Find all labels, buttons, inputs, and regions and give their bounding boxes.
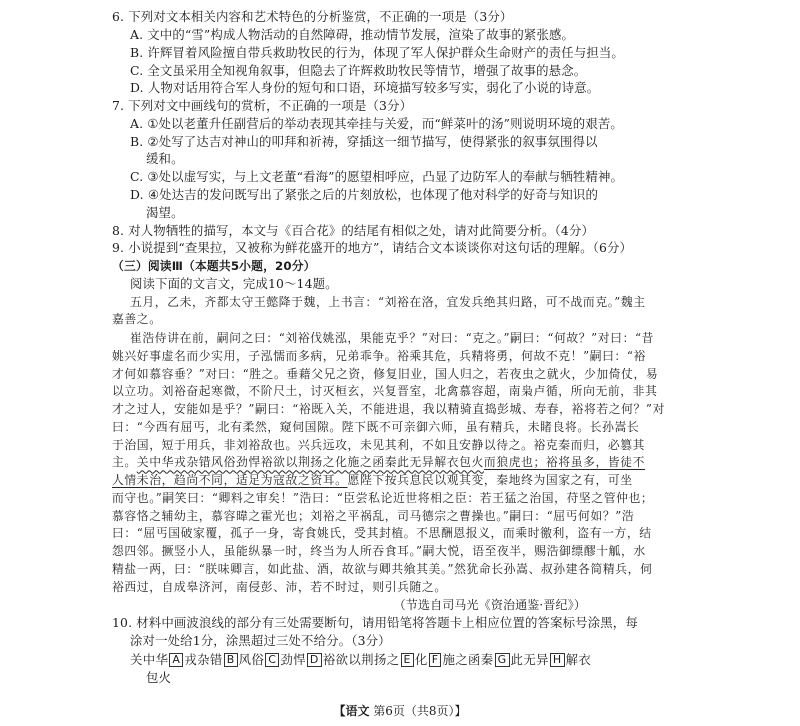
q8-text: 8. 对人物牺牲的描写，本文与《百合花》的结尾有相似之处，请对此简要分析。（4分） bbox=[112, 222, 595, 238]
footer-page: 第6页（共8页）】 bbox=[373, 704, 467, 718]
q7-option-c: C. ③处以虚写实，与上文老董“看海”的愿望相呼应，凸显了边防军人的奉献与牺牲精神。 bbox=[130, 169, 624, 185]
source-citation: （节选自司马光《资治通鉴·晋纪》） bbox=[393, 598, 586, 613]
passage-line-wavy bbox=[112, 454, 645, 470]
q10-segment: 化 bbox=[414, 652, 428, 667]
q6-option-a: A. 文中的“雪”构成人物活动的自然障碍，推动情节发展，渲染了故事的紧张感。 bbox=[130, 27, 575, 43]
answer-label-e[interactable]: E bbox=[401, 653, 414, 667]
q10-options bbox=[130, 652, 591, 668]
answer-label-g[interactable]: G bbox=[495, 653, 510, 667]
page-footer bbox=[0, 703, 800, 719]
q10-segment: 解衣 bbox=[565, 652, 592, 667]
wavy-line-segment: 关中华戎杂错风俗劲悍裕欲以荆扬之化施之函秦此无异解衣包火 bbox=[136, 455, 484, 470]
passage-line: 以立功。刘裕奋起寒微，不阶尺土，讨灭桓玄，兴复晋室，北禽慕容超，南枭卢循，所向无前，非其 bbox=[112, 384, 658, 399]
q6-option-b: B. 许辉冒着风险擅自带兵救助牧民的行为，体现了军人保护群众生命财产的责任与担当。 bbox=[130, 44, 624, 60]
passage-line: 嘉善之。 bbox=[112, 312, 162, 327]
passage-text: 主。 bbox=[112, 455, 137, 470]
answer-label-b[interactable]: B bbox=[224, 653, 238, 667]
q10-segment: 施之函秦 bbox=[442, 652, 494, 667]
answer-label-c[interactable]: C bbox=[265, 653, 279, 667]
q7-option-b-cont: 缓和。 bbox=[146, 151, 184, 167]
passage-line: 曰：“今西有屈丐，北有柔然，窥伺国隙。陛下既不可亲御六师，虽有精兵，未睹良将。长孙嵩长 bbox=[112, 419, 640, 434]
q7-option-b: B. ②处写了达吉对神山的叩拜和祈祷，穿插这一细节描写，使得紧张的叙事氛围得以 bbox=[130, 133, 598, 149]
underlined-sentence: 而狼虎也；裕将虽多，皆徒不 bbox=[483, 455, 646, 470]
answer-label-h[interactable]: H bbox=[550, 653, 565, 667]
q10-segment: 戎杂错 bbox=[184, 652, 223, 667]
passage-line: 才何如慕容垂？”对曰：“胜之。垂藉父兄之资，修复旧业，国人归之，若夜虫之就火，少加倚仗，易 bbox=[112, 366, 659, 381]
section-intro: 阅读下面的文言文，完成10～14题。 bbox=[130, 275, 338, 291]
passage-text: 愿陛下按兵息民以观其变，秦地终为国家之有，可坐 bbox=[347, 473, 633, 488]
q7-stem: 7. 下列对文中画线句的赏析，不正确的一项是（3分） bbox=[112, 98, 413, 114]
q6-stem: 6. 下列对文本相关内容和艺术特色的分析鉴赏，不正确的一项是（3分） bbox=[112, 9, 513, 25]
q6-option-c: C. 全文虽采用全知视角叙事，但隐去了许辉救助牧民等情节，增强了故事的悬念。 bbox=[130, 62, 587, 78]
q10-segment: 裕欲以荆扬之 bbox=[322, 652, 400, 667]
answer-label-a[interactable]: A bbox=[169, 653, 183, 667]
passage-line bbox=[112, 472, 633, 488]
footer-subject: 【语文 bbox=[333, 704, 370, 718]
passage-line: 精盐一两，曰：“朕味卿言，如此盐、酒，故欲与卿共飨其美。”然犹命长孙嵩、叔孙建各简精兵，伺 bbox=[112, 562, 653, 576]
passage-line: 慕容恪之辅幼主，慕容暐之霍光也；刘裕之平祸乱，司马德宗之曹操也。”嗣曰：“屈丐何如？”浩 bbox=[112, 508, 635, 523]
q7-option-a: A. ①处以老董升任副营后的举动表现其牵挂与关爱，而“鲜菜叶的汤”则说明环境的艰苦。 bbox=[130, 115, 623, 131]
answer-label-f[interactable]: F bbox=[429, 653, 442, 667]
passage-line: 五月，乙未，齐都太守王懿降于魏，上书言：“刘裕在洛，宜发兵绝其归路，可不战而克。”魏主 bbox=[130, 294, 646, 309]
q9-text: 9. 小说提到“查果拉，又被称为鲜花盛开的地方”，请结合文本谈谈你对这句话的理解。（6分） bbox=[112, 240, 633, 256]
section-title: （三）阅读Ⅲ（本题共5小题，20分） bbox=[112, 259, 316, 274]
passage-line: 裕西过，自成皋济河，南侵彭、沛，若不时过，则引兵随之。 bbox=[112, 579, 447, 594]
passage-line: 姚兴好事虚名而少实用，子泓懦而多病，兄弟乖争。裕乘其危，兵精将勇，何故不克！”嗣曰：“裕 bbox=[112, 348, 646, 363]
passage-line: 崔浩侍讲在前，嗣问之曰：“刘裕伐姚泓，果能克乎？”对曰：“克之。”嗣曰：“何故？”对曰：“昔 bbox=[130, 331, 654, 346]
passage-line: 于治国，短于用兵，非刘裕敌也。兴兵远攻，未见其利，不如且安静以待之。裕克秦而归，必篡其 bbox=[112, 437, 646, 452]
answer-label-d[interactable]: D bbox=[307, 653, 322, 667]
q6-option-d: D. 人物对话用符合军人身份的短句和口语，环境描写较多写实，弱化了小说的诗意。 bbox=[130, 80, 600, 96]
passage-line: 而守也。”嗣笑曰：“卿料之审矣！”浩曰：“臣尝私论近世将相之臣：若王猛之治国，苻坚之管仲也； bbox=[112, 490, 654, 505]
q7-option-d-cont: 渴望。 bbox=[146, 204, 184, 220]
q7-option-d: D. ④处达吉的发问既写出了紧张之后的片刻放松，也体现了他对科学的好奇与知识的 bbox=[130, 187, 598, 202]
q10-segment: 此无异 bbox=[510, 652, 549, 667]
underlined-sentence: 人情未治，趋尚不同，适足为寇敌之资耳。 bbox=[112, 473, 348, 488]
q10-segment: 劲悍 bbox=[280, 652, 306, 667]
passage-line: 怨四邻。撅竖小人，虽能纵暴一时，终当为人所吞食耳。”嗣大悦，语至夜半，赐浩御缥醪十觚，水 bbox=[112, 544, 646, 559]
q10-stem-cont: 涂对一处给1分，涂黑超过三处不给分。（3分） bbox=[130, 632, 391, 648]
passage-line: 才之过人，安能如是乎？”嗣曰：“裕既入关，不能进退，我以精骑直捣彭城、寿春，裕将若之何？”对 bbox=[112, 402, 665, 417]
q10-segment: 风俗 bbox=[238, 652, 265, 667]
q10-stem: 10. 材料中画波浪线的部分有三处需要断句，请用铅笔将答题卡上相应位置的答案标号涂黑，每 bbox=[112, 615, 638, 631]
passage-line: 曰：“屈丐国破家覆，孤子一身，寄食姚氏，受其封植。不思酬恩报义，而乘时徼利，盗有一方，结 bbox=[112, 526, 652, 541]
q10-segment: 关中华 bbox=[130, 652, 169, 667]
q10-options-cont: 包火 bbox=[146, 670, 172, 685]
